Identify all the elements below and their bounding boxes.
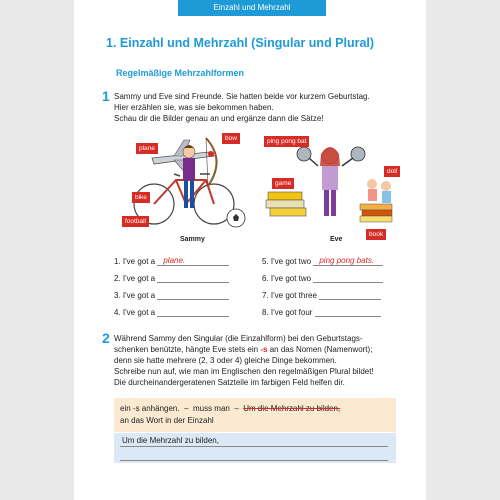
scrambled-parts-box (114, 398, 396, 432)
sammy-figure (183, 145, 195, 208)
writing-line-1[interactable] (120, 446, 388, 447)
task2-line-2: schenken benützte, hängte Eve stets ein -s an das Nomen (Namenwort); (114, 345, 373, 354)
label-doll: doll (384, 166, 400, 177)
exercise-7: 7. I've got three (262, 289, 381, 300)
label-football: football (122, 216, 149, 227)
books-drawing (360, 204, 392, 222)
task1-line-2: Hier erzählen sie, was sie bekommen haben. (114, 103, 274, 112)
task2-line-3: denn sie hatte mehrere (2, 3 oder 4) gleiche Dinge bekommen. (114, 356, 337, 365)
scrambled-line-2: an das Wort in der Einzahl (120, 416, 214, 425)
section-tab: Einzahl und Mehrzahl (178, 0, 326, 16)
exercise-6: 6. I've got two (262, 272, 383, 283)
eve-name: Eve (330, 236, 343, 243)
label-bow: bow (222, 133, 240, 144)
struck-phrase: Um die Mehrzahl zu bilden, (243, 404, 341, 413)
task-number-2: 2 (102, 330, 110, 346)
exercise-5: 5. I've got two ping pong bats. (262, 255, 383, 266)
page-title: 1. Einzahl und Mehrzahl (Singular und Plural) (106, 36, 375, 50)
answer-field-6[interactable] (313, 272, 383, 283)
eve-figure (320, 147, 340, 216)
answer-field-2[interactable] (157, 272, 229, 283)
exercise-3: 3. I've got a (114, 289, 229, 300)
task1-line-3: Schau dir die Bilder genau an und ergänze dann die Sätze! (114, 114, 324, 123)
answer-field-4[interactable] (157, 306, 229, 317)
writing-line-2[interactable] (120, 460, 388, 461)
task2-line-5: Die durcheinandergeratenen Satzteile im farbigen Feld helfen dir. (114, 378, 345, 387)
answer-field-5[interactable]: ping pong bats. (313, 255, 383, 266)
sammy-name: Sammy (180, 236, 205, 243)
games-drawing (266, 192, 306, 216)
dolls-drawing (367, 179, 391, 203)
exercise-2: 2. I've got a (114, 272, 229, 283)
answer-writing-box[interactable] (114, 433, 396, 463)
label-plane: plane (136, 143, 158, 154)
answer-field-8[interactable] (315, 306, 381, 317)
task-number-1: 1 (102, 88, 110, 104)
label-bike: bike (132, 192, 150, 203)
exercise-1: 1. I've got a plane. (114, 255, 229, 266)
answer-field-1[interactable]: plane. (157, 255, 229, 266)
label-game: game (272, 178, 294, 189)
task1-line-1: Sammy und Eve sind Freunde. Sie hatten beide vor kurzem Geburtstag. (114, 92, 370, 101)
label-ping-pong-bat: ping pong bat (264, 136, 309, 147)
exercise-4: 4. I've got a (114, 306, 229, 317)
task2-line-4: Schreibe nun auf, wie man im Englischen den regelmäßigen Plural bildet! (114, 367, 374, 376)
exercise-8: 8. I've got four (262, 306, 381, 317)
worksheet-page (74, 0, 426, 500)
task2-line-1: Während Sammy den Singular (die Einzahlform) bei den Geburtstags- (114, 334, 363, 343)
section-subtitle: Regelmäßige Mehrzahlformen (116, 68, 245, 78)
answer-field-3[interactable] (157, 289, 229, 300)
written-answer: Um die Mehrzahl zu bilden, (122, 436, 219, 445)
football-drawing (227, 209, 245, 227)
scrambled-line-1: ein -s anhängen. – muss man – Um die Mehrzahl zu bilden, (120, 404, 341, 413)
answer-field-7[interactable] (319, 289, 381, 300)
label-book: book (366, 229, 386, 240)
plural-s-marker: -s (260, 345, 268, 354)
